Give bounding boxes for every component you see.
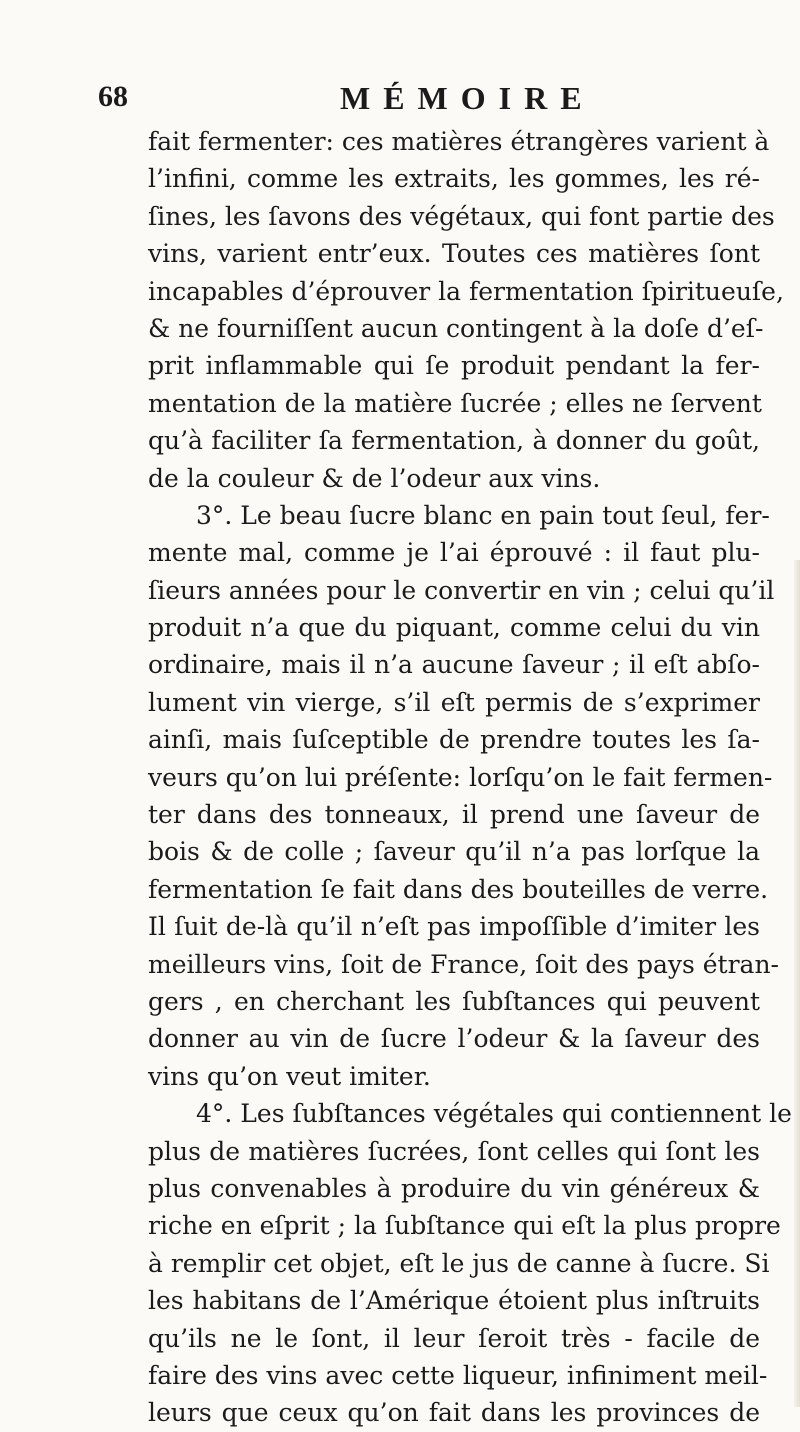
text-line: ainſi, mais ſuſceptible de prendre toutes les ſa- <box>148 725 760 755</box>
running-title: MÉMOIRE <box>340 80 595 116</box>
body-text <box>148 123 792 1432</box>
text-line: fait fermenter: ces matières étrangères varient à <box>148 127 770 156</box>
text-line: fermentation ſe fait dans des bouteilles de verre. <box>148 874 769 904</box>
text-line: gers , en cherchant les ſubſtances qui peuvent <box>148 986 760 1016</box>
text-line: ordinaire, mais il n’a aucune ſaveur ; il eſt abſo- <box>148 650 760 680</box>
text-line: incapables d’éprouver la fermentation ſpiritueuſe, <box>148 276 784 306</box>
text-line: produit n’a que du piquant, comme celui du vin <box>148 613 760 643</box>
text-line: mente mal, comme je l’ai éprouvé : il faut plu- <box>148 538 760 568</box>
text-line: veurs qu’on lui préſente: lorſqu’on le fait fermen- <box>148 762 773 792</box>
text-line: qu’ils ne le ſont, il leur ſeroit très - facile de <box>148 1323 760 1353</box>
paragraph-start-line: 3°. Le beau ſucre blanc en pain tout ſeul, fer- <box>196 500 770 530</box>
text-line: & ne fourniſſent aucun contingent à la doſe d’eſ- <box>148 313 764 343</box>
text-line: plus de matières ſucrées, ſont celles qui ſont les <box>148 1136 760 1166</box>
text-line: à remplir cet objet, eſt le jus de canne à ſucre. Si <box>148 1248 770 1278</box>
text-line: donner au vin de ſucre l’odeur & la ſaveur des <box>148 1024 760 1054</box>
text-line: faire des vins avec cette liqueur, infiniment meil- <box>148 1360 768 1390</box>
text-line: l’infini, comme les extraits, les gommes, les ré- <box>148 164 760 194</box>
text-line: ſines, les ſavons des végétaux, qui font partie des <box>148 201 775 231</box>
text-line: prit inflammable qui ſe produit pendant la fer- <box>148 351 760 381</box>
text-line: meilleurs vins, ſoit de France, ſoit des pays étran- <box>148 949 780 979</box>
text-line: les habitans de l’Amérique étoient plus inſtruits <box>148 1286 760 1316</box>
text-line: riche en eſprit ; la ſubſtance qui eſt la plus propre <box>148 1211 781 1241</box>
paragraph-start-line: 4°. Les ſubſtances végétales qui contiennent le <box>196 1099 792 1129</box>
page-number: 68 <box>98 80 128 113</box>
text-line: lument vin vierge, s’il eſt permis de s’exprimer <box>148 687 760 717</box>
text-line: Il ſuit de-là qu’il n’eſt pas impoſſible d’imiter les <box>148 912 760 942</box>
text-line: ter dans des tonneaux, il prend une ſaveur de <box>148 800 760 830</box>
text-line: vins, varient entr’eux. Toutes ces matières ſont <box>148 239 760 269</box>
text-line: ſieurs années pour le convertir en vin ; celui qu’il <box>148 575 775 605</box>
page-edge-shadow <box>794 560 800 1407</box>
text-line: qu’à faciliter ſa fermentation, à donner du goût, <box>148 426 760 456</box>
page-header <box>0 80 800 120</box>
text-line: leurs que ceux qu’on fait dans les provinces de <box>148 1398 760 1428</box>
text-line: bois & de colle ; ſaveur qu’il n’a pas lorſque la <box>148 837 760 867</box>
text-line: mentation de la matière ſucrée ; elles ne ſervent <box>148 388 762 418</box>
paragraph-end-line: vins qu’on veut imiter. <box>148 1061 431 1091</box>
paragraph-end-line: de la couleur & de l’odeur aux vins. <box>148 463 601 493</box>
text-line: plus convenables à produire du vin généreux & <box>148 1173 760 1203</box>
